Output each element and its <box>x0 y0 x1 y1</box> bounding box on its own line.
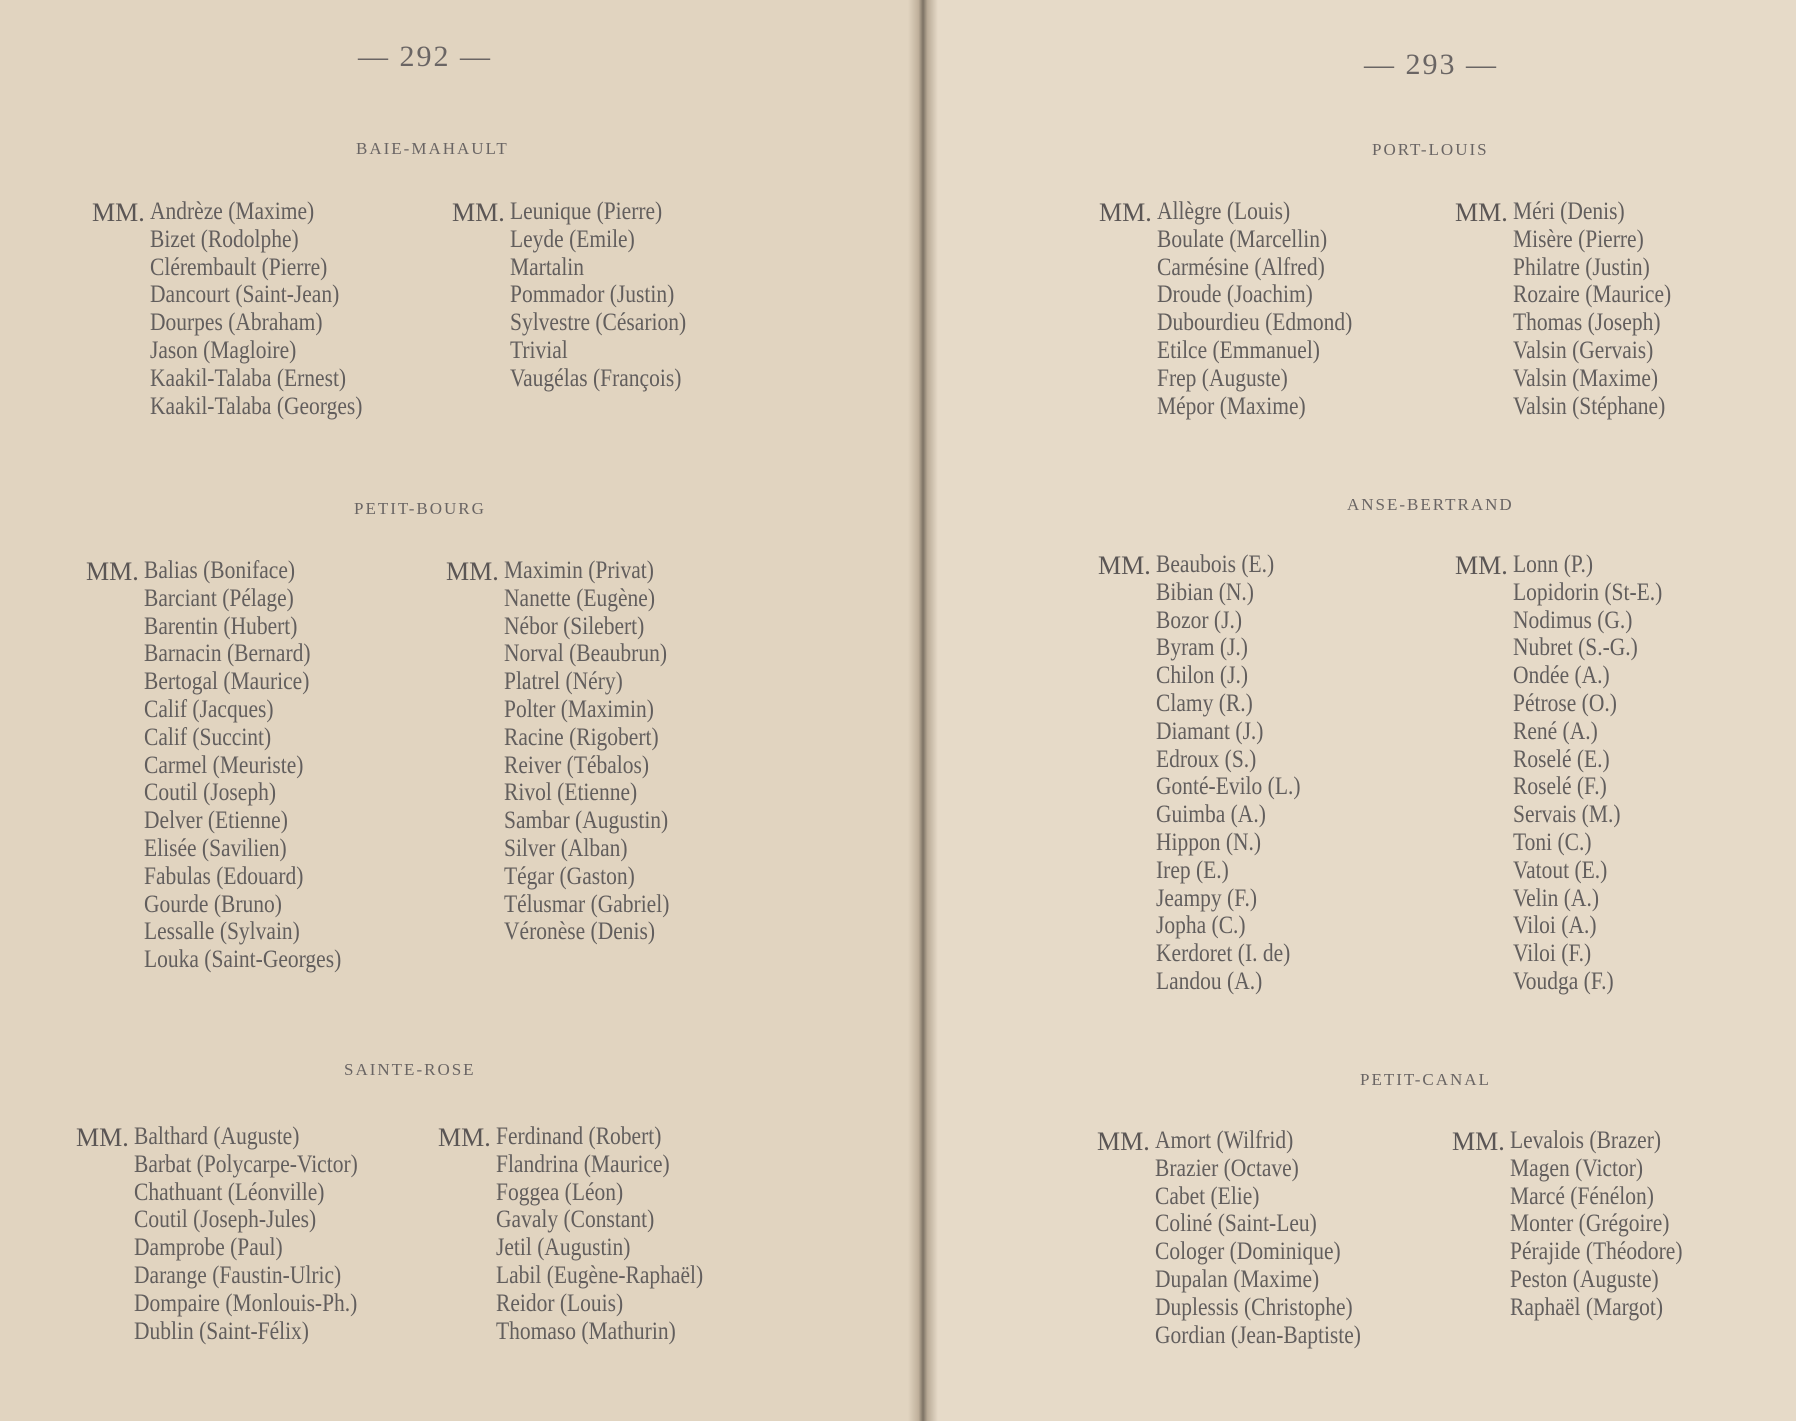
list-item: Kerdoret (I. de) <box>1156 940 1291 968</box>
list-item: Pétrose (O.) <box>1513 689 1617 717</box>
mm-prefix: MM. <box>1098 551 1151 580</box>
list-item: Droude (Joachim) <box>1157 281 1313 309</box>
list-item: Calif (Jacques) <box>144 695 274 723</box>
list-item: Nanette (Eugène) <box>504 584 656 612</box>
list-item: Louka (Saint-Georges) <box>144 946 342 974</box>
list-item: Roselé (F.) <box>1513 773 1607 801</box>
name-list <box>510 198 715 393</box>
list-item: Beaubois (E.) <box>1156 551 1275 578</box>
list-item: Gavaly (Constant) <box>496 1206 655 1234</box>
list-item: Hippon (N.) <box>1156 828 1262 856</box>
list-item: Ondée (A.) <box>1513 662 1610 690</box>
section-title-baie-mahault: BAIE-MAHAULT <box>356 139 509 158</box>
list-item: Cologer (Dominique) <box>1155 1238 1341 1266</box>
list-item: Peston (Auguste) <box>1510 1265 1659 1293</box>
list-item: Carmésine (Alfred) <box>1157 253 1325 281</box>
list-item: Bozor (J.) <box>1156 606 1242 634</box>
list-item: Amort (Wilfrid) <box>1155 1127 1294 1154</box>
list-item: René (A.) <box>1513 717 1598 745</box>
list-item: Byram (J.) <box>1156 634 1248 662</box>
list-item: Misère (Pierre) <box>1513 225 1644 253</box>
list-item: Bertogal (Maurice) <box>144 668 310 696</box>
list-item: Valsin (Gervais) <box>1513 336 1654 364</box>
list-item: Nubret (S.-G.) <box>1513 634 1638 662</box>
list-item: Viloi (A.) <box>1513 912 1597 940</box>
list-item: Gonté-Evilo (L.) <box>1156 773 1301 801</box>
list-item: Rozaire (Maurice) <box>1513 281 1672 309</box>
list-item: Foggea (Léon) <box>496 1178 624 1206</box>
list-item: Martalin <box>510 253 585 281</box>
name-list <box>144 557 373 974</box>
list-item: Vaugélas (François) <box>510 364 682 392</box>
section-title-anse-bertrand: ANSE-BERTRAND <box>1347 495 1514 514</box>
list-item: Lessalle (Sylvain) <box>144 918 300 946</box>
list-item: Maximin (Privat) <box>504 557 654 584</box>
list-item: Barentin (Hubert) <box>144 612 298 640</box>
list-item: Roselé (E.) <box>1513 745 1610 773</box>
right-page <box>922 0 1796 1421</box>
page-number: — 293 — <box>1364 48 1498 81</box>
list-item: Labil (Eugène-Raphaël) <box>496 1261 704 1289</box>
list-item: Brazier (Octave) <box>1155 1154 1299 1182</box>
list-item: Balthard (Auguste) <box>134 1123 300 1150</box>
list-item: Carmel (Meuriste) <box>144 751 304 779</box>
list-item: Thomas (Joseph) <box>1513 309 1661 337</box>
mm-prefix: MM. <box>76 1123 129 1152</box>
list-item: Velin (A.) <box>1513 884 1599 912</box>
list-item: Norval (Beaubrun) <box>504 640 667 668</box>
section-title-port-louis: PORT-LOUIS <box>1372 140 1489 159</box>
mm-prefix: MM. <box>86 557 139 586</box>
name-list <box>504 557 696 946</box>
name-list <box>150 198 397 420</box>
list-item: Coutil (Joseph) <box>144 779 276 807</box>
list-item: Pérajide (Théodore) <box>1510 1238 1683 1266</box>
list-item: Irep (E.) <box>1156 856 1229 884</box>
list-item: Diamant (J.) <box>1156 717 1264 745</box>
list-item: Rivol (Etienne) <box>504 779 638 807</box>
name-list <box>134 1123 394 1345</box>
list-item: Guimba (A.) <box>1156 801 1266 829</box>
list-item: Delver (Etienne) <box>144 807 288 835</box>
name-list <box>1156 551 1324 996</box>
list-item: Barciant (Pélage) <box>144 584 294 612</box>
name-list <box>496 1123 737 1345</box>
list-item: Etilce (Emmanuel) <box>1157 336 1320 364</box>
list-item: Boulate (Marcellin) <box>1157 225 1328 253</box>
list-item: Polter (Maximin) <box>504 695 654 723</box>
mm-prefix: MM. <box>1455 198 1508 227</box>
mm-prefix: MM. <box>1097 1127 1150 1156</box>
mm-prefix: MM. <box>1099 198 1152 227</box>
mm-prefix: MM. <box>438 1123 491 1152</box>
list-item: Thomaso (Mathurin) <box>496 1317 676 1345</box>
list-item: Nodimus (G.) <box>1513 606 1633 634</box>
page-number: — 292 — <box>358 40 492 73</box>
list-item: Sambar (Augustin) <box>504 807 669 835</box>
list-item: Coutil (Joseph-Jules) <box>134 1206 317 1234</box>
list-item: Dublin (Saint-Félix) <box>134 1317 309 1345</box>
list-item: Jetil (Augustin) <box>496 1234 631 1262</box>
list-item: Duplessis (Christophe) <box>1155 1293 1353 1321</box>
list-item: Levalois (Brazer) <box>1510 1127 1662 1154</box>
list-item: Elisée (Savilien) <box>144 834 287 862</box>
list-item: Jopha (C.) <box>1156 912 1246 940</box>
list-item: Véronèse (Denis) <box>504 918 656 946</box>
list-item: Calif (Succint) <box>144 723 272 751</box>
list-item: Kaakil-Talaba (Ernest) <box>150 364 347 392</box>
list-item: Platrel (Néry) <box>504 668 623 696</box>
list-item: Télusmar (Gabriel) <box>504 890 670 918</box>
list-item: Nébor (Silebert) <box>504 612 645 640</box>
list-item: Magen (Victor) <box>1510 1154 1644 1182</box>
list-item: Voudga (F.) <box>1513 967 1614 995</box>
list-item: Monter (Grégoire) <box>1510 1210 1670 1238</box>
list-item: Barbat (Polycarpe-Victor) <box>134 1150 358 1178</box>
list-item: Jason (Magloire) <box>150 336 297 364</box>
list-item: Valsin (Stéphane) <box>1513 392 1666 420</box>
list-item: Landou (A.) <box>1156 967 1263 995</box>
list-item: Darange (Faustin-Ulric) <box>134 1261 342 1289</box>
list-item: Pommador (Justin) <box>510 281 675 309</box>
list-item: Valsin (Maxime) <box>1513 364 1659 392</box>
list-item: Philatre (Justin) <box>1513 253 1650 281</box>
mm-prefix: MM. <box>92 198 145 227</box>
list-item: Kaakil-Talaba (Georges) <box>150 392 363 420</box>
list-item: Reidor (Louis) <box>496 1289 624 1317</box>
mm-prefix: MM. <box>1452 1127 1505 1156</box>
list-item: Méri (Denis) <box>1513 198 1625 225</box>
list-item: Tégar (Gaston) <box>504 862 635 890</box>
name-list <box>1513 198 1697 420</box>
list-item: Toni (C.) <box>1513 828 1592 856</box>
list-item: Clérembault (Pierre) <box>150 253 328 281</box>
list-item: Viloi (F.) <box>1513 940 1592 968</box>
list-item: Leyde (Emile) <box>510 225 635 253</box>
list-item: Clamy (R.) <box>1156 689 1253 717</box>
mm-prefix: MM. <box>452 198 505 227</box>
list-item: Ferdinand (Robert) <box>496 1123 662 1150</box>
list-item: Chilon (J.) <box>1156 662 1248 690</box>
list-item: Marcé (Fénélon) <box>1510 1182 1654 1210</box>
list-item: Dompaire (Monlouis-Ph.) <box>134 1289 358 1317</box>
section-title-petit-canal: PETIT-CANAL <box>1360 1070 1491 1089</box>
list-item: Dancourt (Saint-Jean) <box>150 281 340 309</box>
list-item: Chathuant (Léonville) <box>134 1178 325 1206</box>
list-item: Barnacin (Bernard) <box>144 640 311 668</box>
list-item: Gourde (Bruno) <box>144 890 282 918</box>
list-item: Mépor (Maxime) <box>1157 392 1306 420</box>
mm-prefix: MM. <box>446 557 499 586</box>
list-item: Dourpes (Abraham) <box>150 309 323 337</box>
list-item: Flandrina (Maurice) <box>496 1150 670 1178</box>
name-list <box>1513 551 1687 996</box>
list-item: Silver (Alban) <box>504 834 628 862</box>
list-item: Servais (M.) <box>1513 801 1621 829</box>
mm-prefix: MM. <box>1455 551 1508 580</box>
list-item: Coliné (Saint-Leu) <box>1155 1210 1317 1238</box>
list-item: Bibian (N.) <box>1156 578 1254 606</box>
list-item: Raphaël (Margot) <box>1510 1293 1664 1321</box>
book-gutter <box>908 0 938 1421</box>
section-title-sainte-rose: SAINTE-ROSE <box>344 1060 476 1079</box>
name-list <box>1157 198 1384 420</box>
list-item: Andrèze (Maxime) <box>150 198 315 225</box>
list-item: Leunique (Pierre) <box>510 198 663 225</box>
list-item: Damprobe (Paul) <box>134 1234 283 1262</box>
list-item: Jeampy (F.) <box>1156 884 1257 912</box>
list-item: Dupalan (Maxime) <box>1155 1265 1320 1293</box>
list-item: Sylvestre (Césarion) <box>510 309 687 337</box>
list-item: Dubourdieu (Edmond) <box>1157 309 1353 337</box>
list-item: Lopidorin (St-E.) <box>1513 578 1663 606</box>
list-item: Bizet (Rodolphe) <box>150 225 299 253</box>
list-item: Trivial <box>510 336 568 364</box>
list-item: Vatout (E.) <box>1513 856 1608 884</box>
list-item: Balias (Boniface) <box>144 557 296 584</box>
list-item: Edroux (S.) <box>1156 745 1257 773</box>
list-item: Allègre (Louis) <box>1157 198 1291 225</box>
section-title-petit-bourg: PETIT-BOURG <box>354 499 486 518</box>
name-list <box>1510 1127 1711 1322</box>
list-item: Fabulas (Edouard) <box>144 862 304 890</box>
list-item: Cabet (Elie) <box>1155 1182 1260 1210</box>
list-item: Racine (Rigobert) <box>504 723 659 751</box>
list-item: Frep (Auguste) <box>1157 364 1288 392</box>
name-list <box>1155 1127 1395 1349</box>
list-item: Reiver (Tébalos) <box>504 751 650 779</box>
list-item: Gordian (Jean-Baptiste) <box>1155 1321 1361 1349</box>
list-item: Lonn (P.) <box>1513 551 1594 578</box>
